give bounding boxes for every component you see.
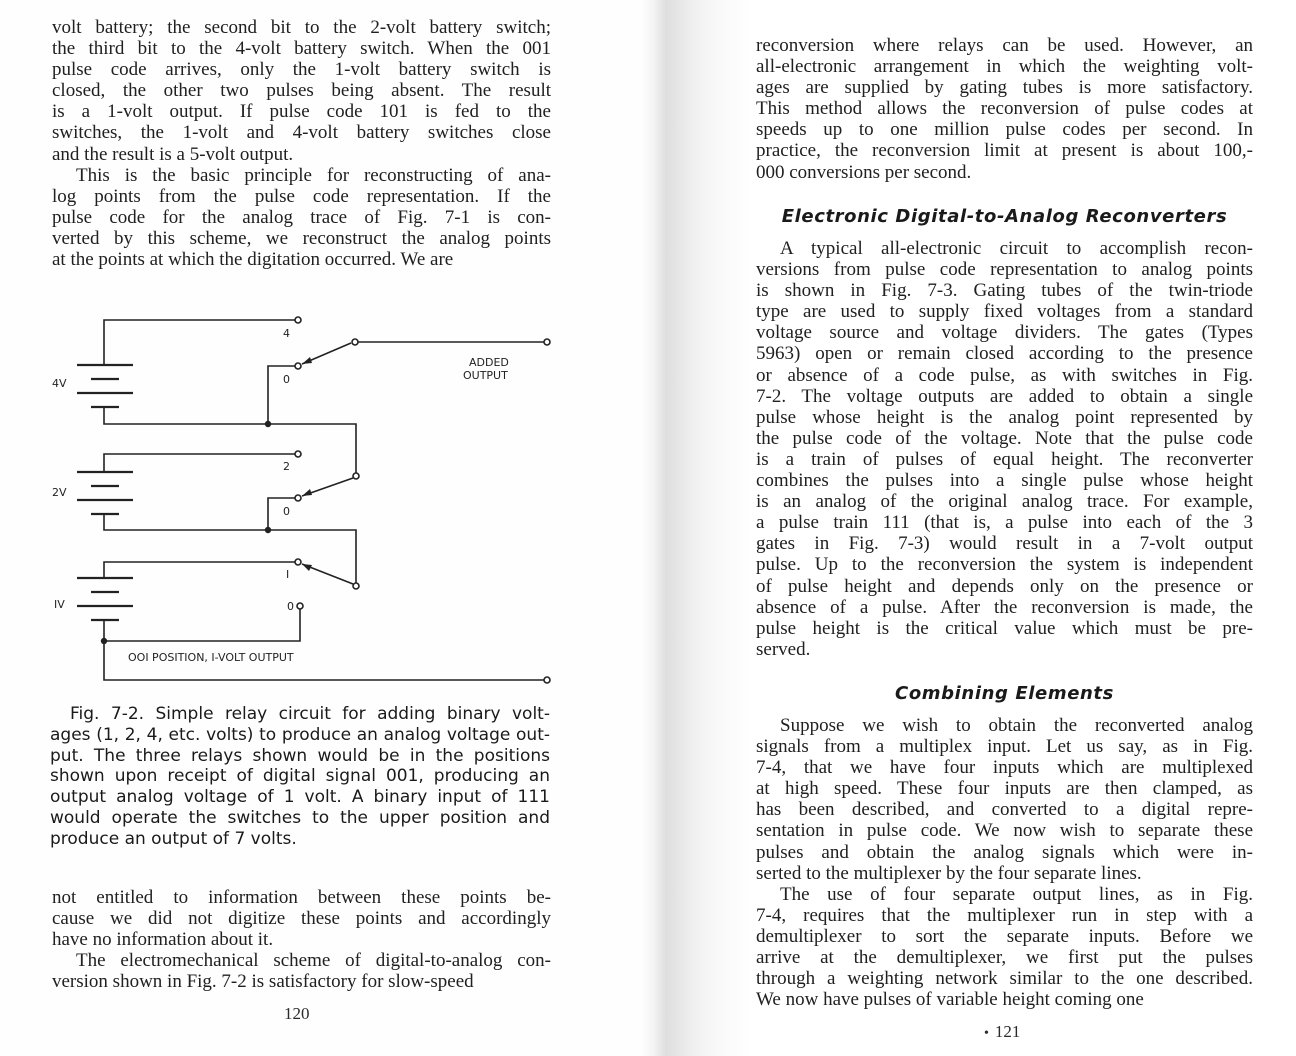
text-line: The electromechanical scheme of digital-to-analog con- [76,950,551,972]
relay-circuit-diagram [0,290,600,700]
text-line: practice, the reconversion limit at present is about 100,- [756,140,1253,162]
text-line: Suppose we wish to obtain the reconverted analog [780,715,1253,736]
text-line: signals from a multiplex input. Let us say, as in Fig. [756,736,1253,758]
text-line: 7-2. The voltage outputs are added to obtain a single [756,385,1253,407]
text-line: gates in Fig. 7-3) would result in a 7-volt output [756,533,1253,555]
added-output-label-2: OUTPUT [463,369,508,382]
text-line: all-electronic arrangement in which the weighting volt- [756,56,1253,78]
text-line: 000 conversions per second. [756,161,972,183]
contact-2-label: 2 [283,460,290,473]
text-line: the third bit to the 4-volt battery switch. When the 001 [52,38,551,60]
text-line: is shown in Fig. 7-3. Gating tubes of the twin-triode [756,280,1253,302]
text-line: closed, the other two pulses being absent. The result [52,80,551,102]
text-line: is an analog of the original analog trace. For example, [756,491,1253,513]
right-page-intro-text [756,35,1253,183]
text-line: is a 1-volt output. If pulse code 101 is fed to the [52,101,551,123]
text-line: log points from the pulse code representation. If the [52,185,551,207]
text-line: pulse. Up to the reconversion the system is independent [756,554,1253,576]
text-line: combines the pulses into a single pulse whose height [756,470,1253,492]
text-line: We now have pulses of variable height coming one [756,989,1144,1011]
text-line: and the result is a 5-volt output. [52,143,294,165]
text-line: demultiplexer to sort the separate inputs. Before we [756,925,1253,947]
text-line: This is the basic principle for reconstructing of ana- [76,164,551,186]
figure-caption [50,704,550,850]
paragraph [52,887,551,950]
added-output-label-1: ADDED [469,356,509,369]
text-line: have no information about it. [52,929,274,951]
text-line: cause we did not digitize these points and accordingly [52,908,551,930]
paragraph [756,35,1253,183]
text-line: voltage source and voltage dividers. The gates (Types [756,322,1253,344]
text-line: arrive at the demultiplexer, we first put the pulses [756,947,1253,969]
contact-4-label: 4 [283,327,290,340]
section-heading-combining-elements: Combining Elements [895,683,1114,704]
text-line: or absence of a code pulse, as with switches in Fig. [756,364,1253,386]
section-combining-elements-body [756,715,1253,1010]
left-page-bottom-text [52,887,551,992]
text-line: is a train of pulses of equal height. The reconverter [756,448,1253,470]
contact-2-zero-label: 0 [283,505,290,518]
text-line: pulse code for the analog trace of Fig. 7-1 is con- [52,206,551,228]
battery-1v-label: IV [54,598,65,611]
text-line: pulses and obtain the analog signals which were in- [756,841,1253,863]
section-electronic-reconverters-body [756,238,1253,660]
battery-2v-label: 2V [52,486,67,499]
contact-4-zero-label: 0 [283,373,290,386]
text-line: pulse code arrives, only the 1-volt battery switch is [52,59,551,81]
paragraph [52,165,551,270]
text-line: versions from pulse code representation to analog points [756,259,1253,281]
text-line: version shown in Fig. 7-2 is satisfactory for slow-speed [52,971,474,993]
paragraph [52,950,551,992]
text-line: 5963) open or remain closed according to the presence [756,343,1253,365]
text-line: has been described, and converted to a digital repre- [756,799,1253,821]
section-heading-electronic-reconverters: Electronic Digital-to-Analog Reconverters [781,206,1228,227]
text-line: reconversion where relays can be used. However, an [756,35,1253,56]
caption-line: output analog voltage of 1 volt. A binary input of 111 [50,787,550,808]
text-line: This method allows the reconversion of pulse codes at [756,98,1253,120]
book-gutter-shadow [640,0,750,1056]
text-line: sentation in pulse code. We now wish to separate these [756,820,1253,842]
caption-line: ages (1, 2, 4, etc. volts) to produce an analog voltage out- [50,724,550,745]
caption-line: produce an output of 7 volts. [50,828,297,849]
text-line: The use of four separate output lines, as in Fig. [780,883,1253,905]
text-line: served. [756,638,811,660]
text-line: verted by this scheme, we reconstruct the analog points [52,227,551,249]
text-line: a pulse train 111 (that is, a pulse into each of the 3 [756,512,1253,534]
caption-line: Fig. 7-2. Simple relay circuit for adding binary volt- [70,704,550,724]
paragraph [756,884,1253,1011]
text-line: ages are supplied by gating tubes is more satisfactory. [756,77,1253,99]
caption-line: shown upon receipt of digital signal 001, producing an [50,766,550,787]
text-line: at the points at which the digitation occurred. We are [52,249,454,271]
paragraph [52,17,551,165]
battery-4v-label: 4V [52,377,67,390]
position-note-label: OOI POSITION, I-VOLT OUTPUT [128,651,294,664]
text-line: switches, the 1-volt and 4-volt battery switches close [52,122,551,144]
text-line: absence of a pulse. After the reconversion is made, the [756,596,1253,618]
text-line: not entitled to information between these points be- [52,887,551,908]
paragraph [756,715,1253,884]
text-line: volt battery; the second bit to the 2-volt battery switch; [52,17,551,38]
text-line: of pulse height and depends only on the presence or [756,575,1253,597]
text-line: through a weighting network similar to the one described. [756,968,1253,990]
text-line: A typical all-electronic circuit to accomplish recon- [780,238,1253,259]
text-line: speeds up to one million pulse codes per second. In [756,119,1253,141]
text-line: serted to the multiplexer by the four separate lines. [756,862,1142,884]
text-line: 7-4, that we have four inputs which are multiplexed [756,757,1253,779]
paragraph [756,238,1253,660]
text-line: type are used to supply fixed voltages from a standard [756,301,1253,323]
contact-1-zero-label: 0 [287,600,294,613]
text-line: pulse height is the critical value which must be pre- [756,617,1253,639]
text-line: pulse whose height is the analog point represented by [756,406,1253,428]
page-number-right [984,1022,1020,1042]
page-number-left: 120 [284,1004,310,1023]
caption-line: would operate the switches to the upper position and [50,807,550,828]
page-number-right-value: 121 [994,1022,1021,1041]
page-dot-mark: • [984,1026,989,1041]
text-line: 7-4, requires that the multiplexer run in step with a [756,904,1253,926]
contact-1-label: I [286,568,290,581]
left-page-top-text [52,17,551,270]
text-line: at high speed. These four inputs are then clamped, as [756,778,1253,800]
text-line: the pulse code of the voltage. Note that the pulse code [756,427,1253,449]
caption-line: put. The three relays shown would be in the positions [50,745,550,766]
